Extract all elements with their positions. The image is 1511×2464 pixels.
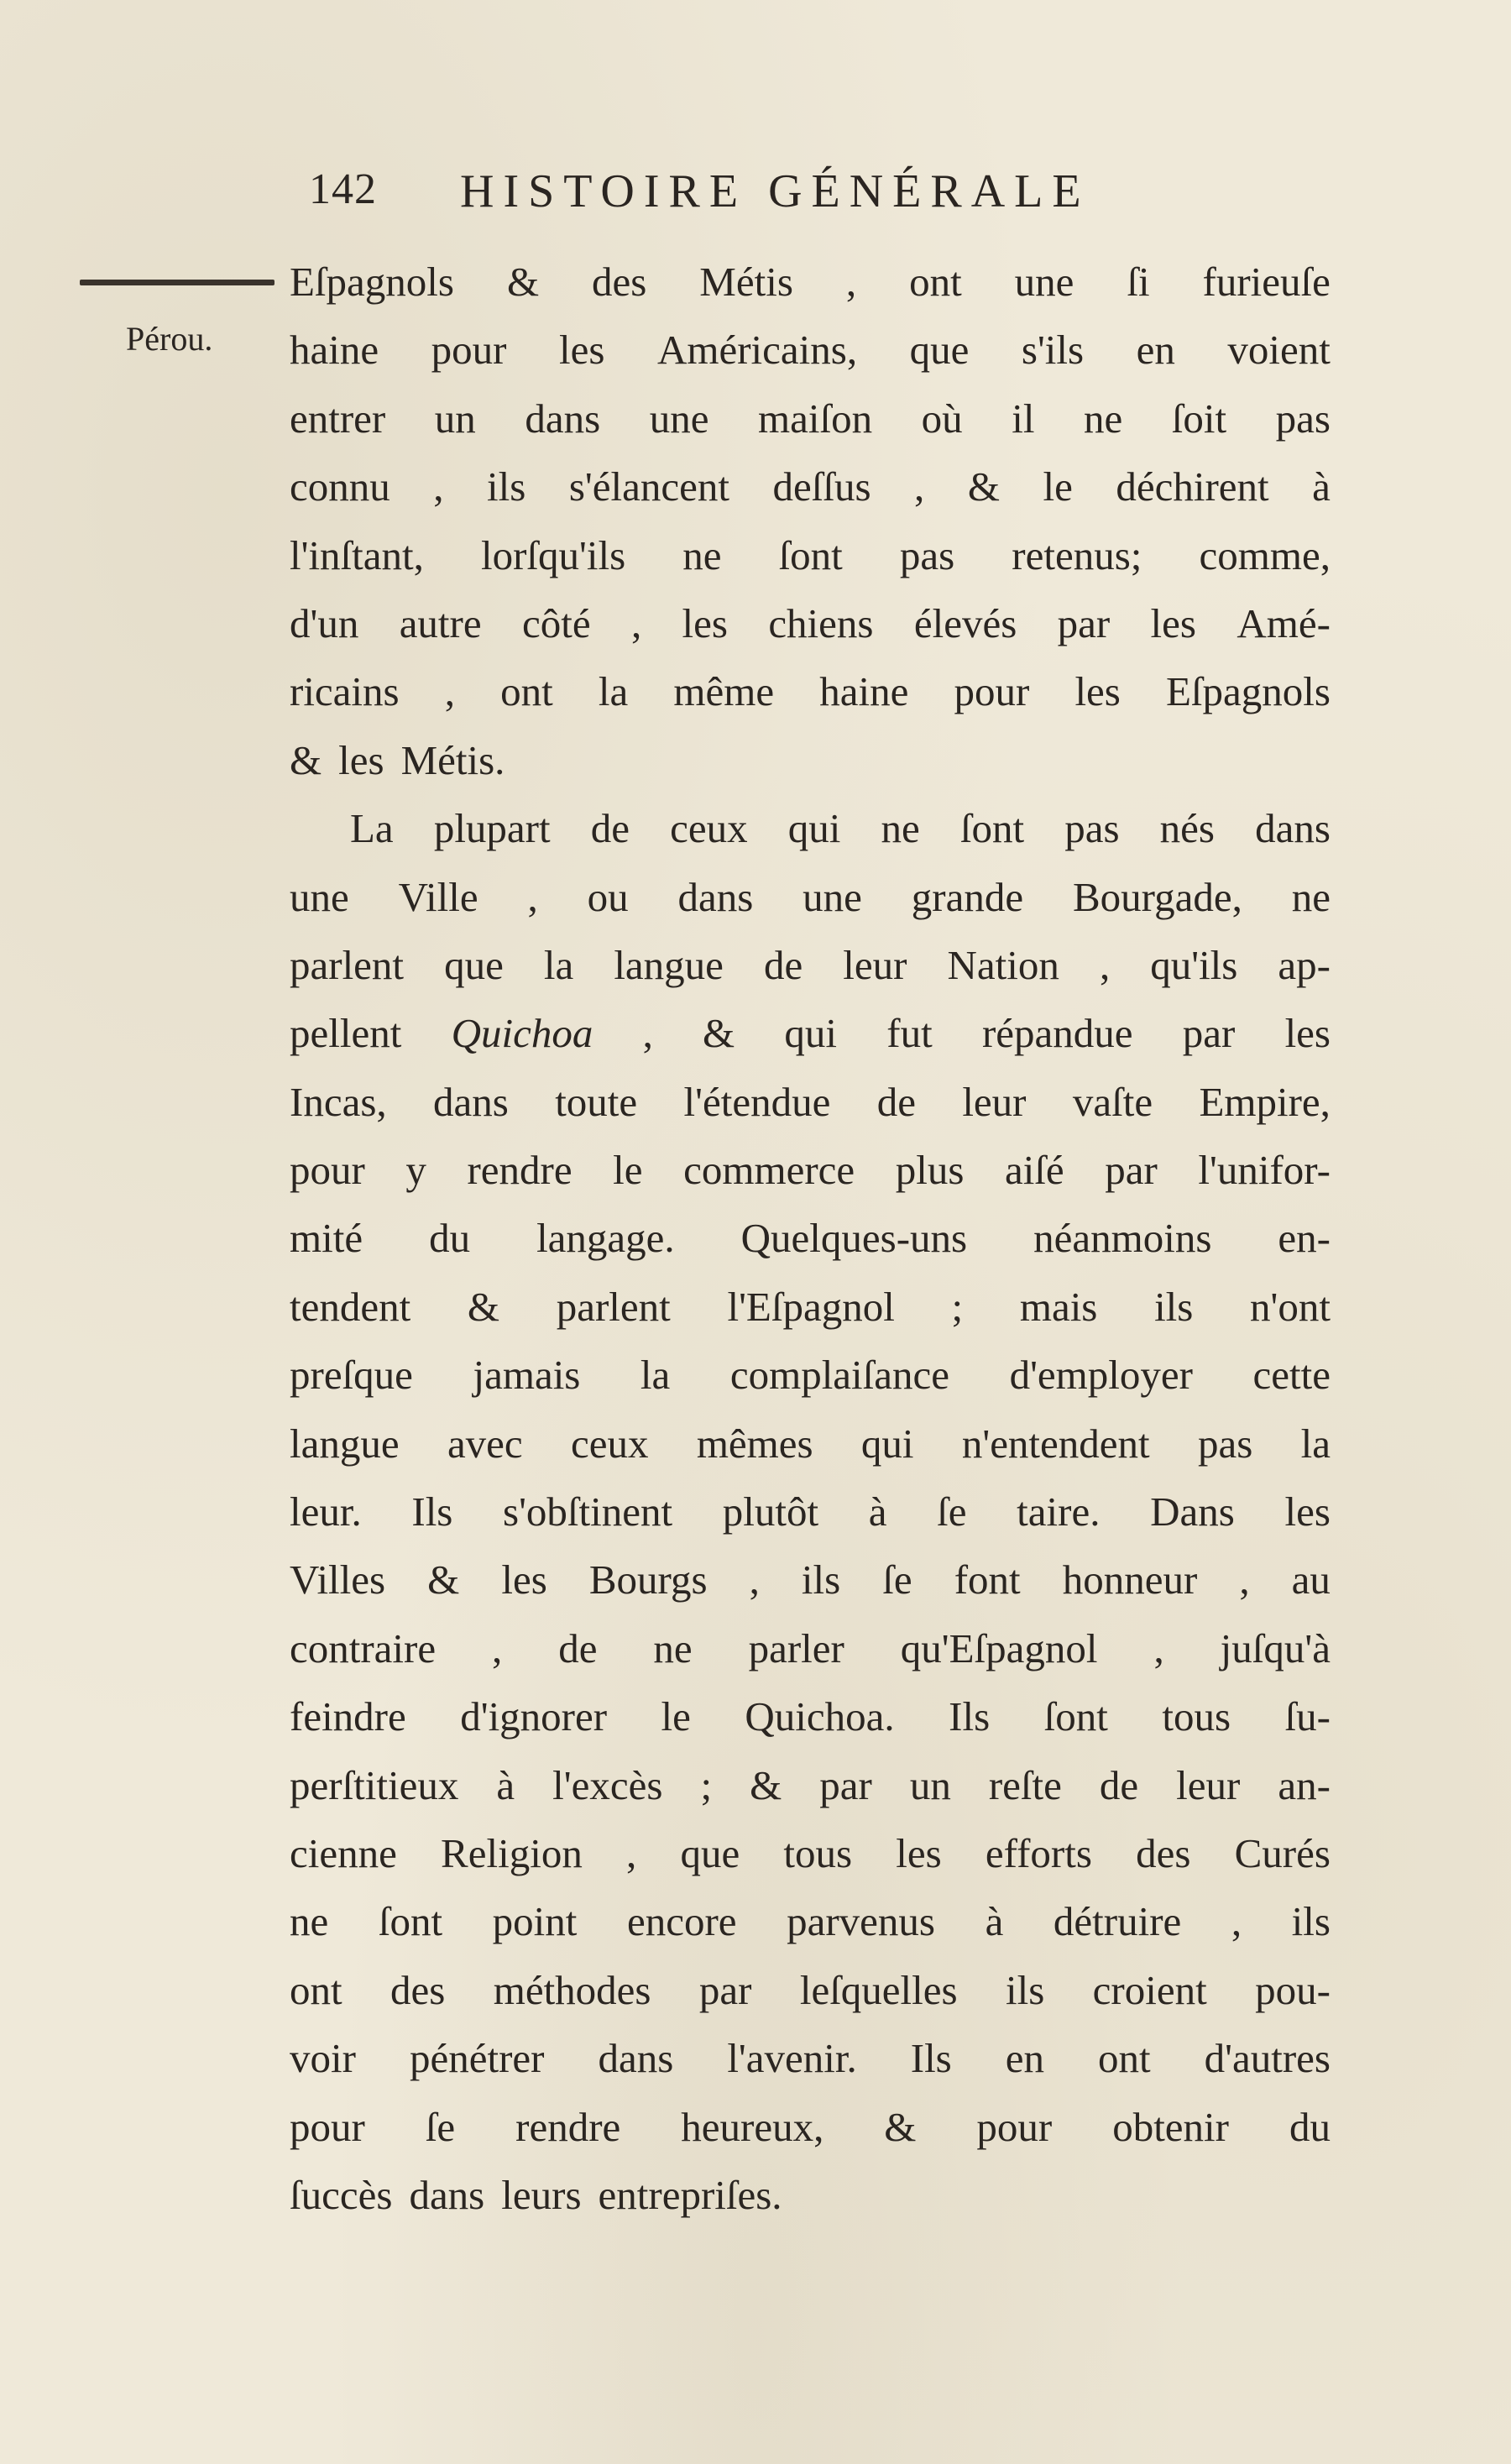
text-line: une Ville , ou dans une grande Bourgade, ne [290, 873, 1331, 920]
text-line: voir pénétrer dans l'avenir. Ils en ont d'autres [290, 2035, 1331, 2082]
text-line: perſtitieux à l'excès ; & par un reſte de leur an- [290, 1761, 1331, 1808]
text-line: & les Métis. [290, 736, 505, 783]
body-text [290, 248, 1331, 2229]
text-line: Incas, dans toute l'étendue de leur vaſte Empire, [290, 1078, 1331, 1125]
text-line: leur. Ils s'obſtinent plutôt à ſe taire. Dans les [290, 1488, 1331, 1535]
text-line: haine pour les Américains, que s'ils en voient [290, 327, 1331, 374]
text-line: connu , ils s'élancent deſſus , & le déchirent à [290, 463, 1331, 510]
text-line: d'un autre côté , les chiens élevés par les Amé- [290, 599, 1331, 646]
text-line: pour ſe rendre heureux, & pour obtenir du [290, 2103, 1331, 2150]
text-line: pellent Quichoa , & qui fut répandue par les [290, 999, 1331, 1067]
italic-term: Quichoa [451, 1010, 593, 1057]
text-line: Villes & les Bourgs , ils ſe font honneur , au [290, 1556, 1331, 1603]
page-header [309, 165, 1224, 223]
text-line: ne ſont point encore parvenus à détruire , ils [290, 1898, 1331, 1945]
text-line: pour y rendre le commerce plus aiſé par l'unifor- [290, 1147, 1331, 1194]
text-line: langue avec ceux mêmes qui n'entendent pas la [290, 1420, 1331, 1467]
text-line: contraire , de ne parler qu'Eſpagnol , juſqu'à [290, 1624, 1331, 1671]
text-line: tendent & parlent l'Eſpagnol ; mais ils n'ont [290, 1283, 1331, 1330]
text-line: entrer un dans une maiſon où il ne ſoit pas [290, 395, 1331, 442]
text-line: preſque jamais la complaiſance d'employer cette [290, 1352, 1331, 1399]
page-number: 142 [309, 165, 377, 213]
margin-rule [80, 280, 274, 285]
text-line: Eſpagnols & des Métis , ont une ſi furieuſe [290, 259, 1331, 305]
text-line: La plupart de ceux qui ne ſont pas nés dans [350, 805, 1331, 852]
text-line: feindre d'ignorer le Quichoa. Ils ſont tous ſu- [290, 1693, 1331, 1740]
text-line: cienne Religion , que tous les efforts des Curés [290, 1829, 1331, 1876]
text-line: ricains , ont la même haine pour les Eſpagnols [290, 668, 1331, 715]
text-line: ſuccès dans leurs entrepriſes. [290, 2171, 782, 2218]
margin-note: Pérou. [126, 320, 213, 358]
running-title: HISTOIRE GÉNÉRALE [460, 165, 1090, 217]
text-line: mité du langage. Quelques-uns néanmoins en- [290, 1215, 1331, 1262]
text-line: l'inſtant, lorſqu'ils ne ſont pas retenus; comme, [290, 531, 1331, 578]
text-line: parlent que la langue de leur Nation , qu'ils ap- [290, 941, 1331, 988]
text-line: ont des méthodes par leſquelles ils croient pou- [290, 1966, 1331, 2013]
